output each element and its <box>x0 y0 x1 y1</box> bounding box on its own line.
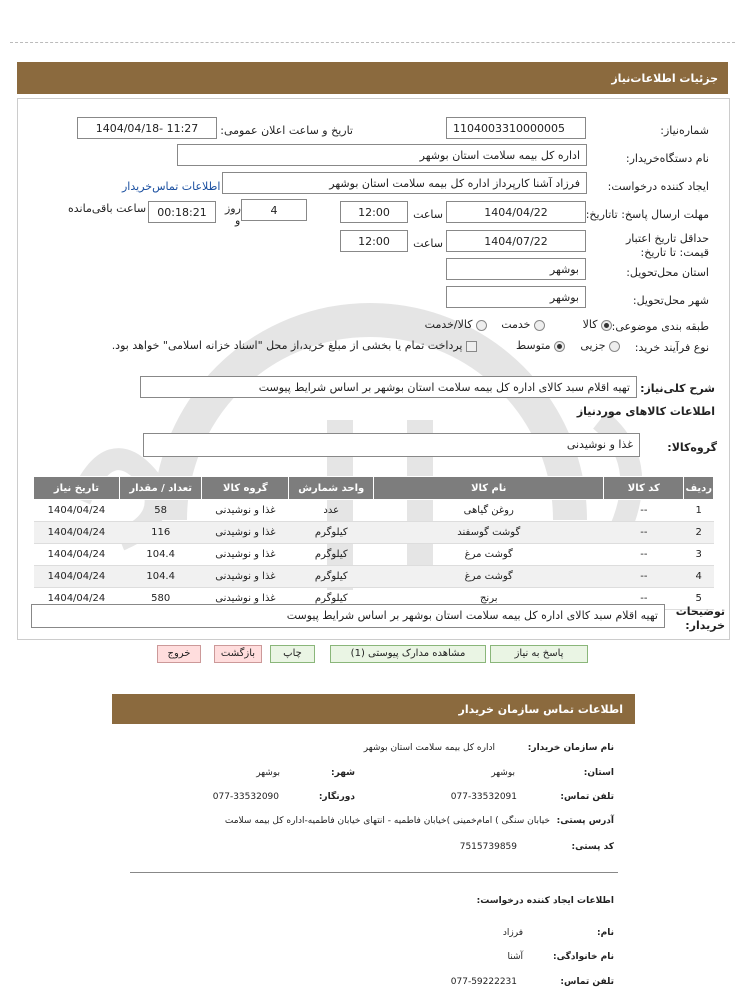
summary-label: شرح کلی‌نیاز: <box>640 382 715 395</box>
contact-address-label: آدرس پستی: <box>556 816 614 826</box>
radio-icon <box>554 341 565 352</box>
col-name: نام کالا <box>374 477 604 500</box>
category-option-both[interactable]: کالا/خدمت <box>425 318 487 331</box>
cell-name: گوشت مرغ <box>374 566 604 588</box>
creator-label: ایجاد کننده درخواست: <box>607 180 709 193</box>
col-code: کد کالا <box>604 477 684 500</box>
top-divider <box>10 42 735 43</box>
table-row[interactable] <box>34 566 714 588</box>
reply-button[interactable]: پاسخ به نیاز <box>490 645 588 663</box>
cell-name: گوشت گوسفند <box>374 522 604 544</box>
cell-qty: 580 <box>119 588 202 610</box>
contact-phone-value: 077-33532091 <box>450 792 517 802</box>
col-date: تاریخ نیاز <box>34 477 120 500</box>
days-label: روز <box>225 202 241 215</box>
cell-name: گوشت مرغ <box>374 544 604 566</box>
contact-province-value: بوشهر <box>491 768 515 778</box>
cell-unit: کیلوگرم <box>289 544 374 566</box>
cell-qty: 116 <box>119 522 202 544</box>
goods-group-label: گروه‌کالا: <box>667 441 717 454</box>
contact-province-label: استان: <box>583 768 614 778</box>
contact-address-value: خیابان سنگی ) امام‌خمینی )خیابان فاطمیه - انتهای خیابان فاطمیه-اداره کل بیمه سلامت <box>224 816 550 826</box>
contact-city-label: شهر: <box>331 768 355 778</box>
exit-button[interactable]: خروج <box>157 645 201 663</box>
cell-code: -- <box>604 566 684 588</box>
cell-unit: عدد <box>289 500 374 522</box>
creator-name-value: فرزاد <box>502 928 523 938</box>
cell-code: -- <box>604 588 684 610</box>
contact-phone-label: تلفن تماس: <box>560 792 614 802</box>
contact-postal-label: کد پستی: <box>571 842 614 852</box>
need-number-field[interactable]: 1104003310000005 <box>446 117 586 139</box>
print-button[interactable]: چاپ <box>270 645 315 663</box>
process-label: نوع فرآیند خرید: <box>634 341 709 354</box>
cell-group: غذا و نوشیدنی <box>202 588 289 610</box>
city-label: شهر محل‌تحویل: <box>632 294 709 307</box>
cell-row: 5 <box>684 588 714 610</box>
remaining-time-field[interactable]: 00:18:21 <box>148 201 216 223</box>
attachments-button[interactable]: مشاهده مدارک پیوستی (1) <box>330 645 486 663</box>
deadline-date-field[interactable]: 1404/04/22 <box>446 201 586 223</box>
creator-phone-label: تلفن تماس: <box>560 977 614 987</box>
creator-family-value: آشنا <box>507 952 523 962</box>
back-button[interactable]: بازگشت <box>214 645 262 663</box>
radio-icon <box>476 320 487 331</box>
process-option-medium[interactable]: متوسط <box>516 339 565 352</box>
cell-unit: کیلوگرم <box>289 566 374 588</box>
announce-field[interactable]: 1404/04/18- 11:27 <box>77 117 217 139</box>
cell-date: 1404/04/24 <box>34 544 120 566</box>
cell-unit: کیلوگرم <box>289 588 374 610</box>
details-title: جزئیات اطلاعات‌نیاز <box>611 72 718 85</box>
cell-code: -- <box>604 522 684 544</box>
deadline-time-label: ساعت <box>413 208 443 221</box>
validity-label: حداقل تاریخ اعتبار قیمت: تا تاریخ: <box>625 232 709 259</box>
creator-info-title: اطلاعات ایجاد کننده درخواست: <box>476 896 614 906</box>
province-label: استان محل‌تحویل: <box>626 266 709 279</box>
contact-title: اطلاعات تماس سازمان خریدار <box>458 703 623 716</box>
creator-family-label: نام خانوادگی: <box>552 952 614 962</box>
cell-name: برنج <box>374 588 604 610</box>
need-number-label: شماره‌نیاز: <box>660 124 709 137</box>
cell-row: 3 <box>684 544 714 566</box>
contact-fax-value: 077-33532090 <box>212 792 279 802</box>
treasury-payment-option[interactable]: پرداخت تمام یا بخشی از مبلغ خرید،از محل "اسناد خزانه اسلامی" خواهد بود. <box>112 339 477 352</box>
col-unit: واحد شمارش <box>289 477 374 500</box>
cell-qty: 104.4 <box>119 566 202 588</box>
goods-group-field[interactable]: غذا و نوشیدنی <box>143 433 640 457</box>
cell-code: -- <box>604 500 684 522</box>
validity-time-label: ساعت <box>413 237 443 250</box>
cell-code: -- <box>604 544 684 566</box>
validity-date-field[interactable]: 1404/07/22 <box>446 230 586 252</box>
creator-name-label: نام: <box>597 928 614 938</box>
contact-org-label: نام سازمان خریدار: <box>527 743 614 753</box>
deadline-label: مهلت ارسال پاسخ: تاتاریخ: <box>585 208 709 221</box>
cell-group: غذا و نوشیدنی <box>202 544 289 566</box>
cell-unit: کیلوگرم <box>289 522 374 544</box>
buyer-contact-link[interactable]: اطلاعات تماس‌خریدار <box>122 180 221 193</box>
radio-icon <box>601 320 612 331</box>
details-header <box>17 62 728 94</box>
remaining-label: ساعت باقی‌مانده <box>68 202 147 215</box>
cell-date: 1404/04/24 <box>34 588 120 610</box>
radio-icon <box>609 341 620 352</box>
cell-date: 1404/04/24 <box>34 500 120 522</box>
contact-header <box>112 694 635 724</box>
summary-field[interactable]: تهیه اقلام سبد کالای اداره کل بیمه سلامت استان بوشهر بر اساس شرایط پیوست <box>140 376 637 398</box>
checkbox-icon <box>466 341 477 352</box>
contact-fax-label: دورنگار: <box>318 792 355 802</box>
table-row[interactable] <box>34 500 714 522</box>
table-row[interactable] <box>34 544 714 566</box>
cell-date: 1404/04/24 <box>34 566 120 588</box>
contact-divider <box>130 872 618 873</box>
days-field[interactable]: 4 <box>241 199 307 221</box>
category-option-goods[interactable]: کالا <box>583 318 612 331</box>
cell-date: 1404/04/24 <box>34 522 120 544</box>
and-label: و <box>235 214 241 227</box>
contact-org-value: اداره کل بیمه سلامت استان بوشهر <box>363 743 495 753</box>
cell-group: غذا و نوشیدنی <box>202 566 289 588</box>
cell-row: 4 <box>684 566 714 588</box>
deadline-time-field[interactable]: 12:00 <box>340 201 408 223</box>
creator-phone-value: 077-59222231 <box>450 977 517 987</box>
cell-qty: 58 <box>119 500 202 522</box>
city-field[interactable]: بوشهر <box>446 286 586 308</box>
announce-label: تاریخ و ساعت اعلان عمومی: <box>220 124 353 137</box>
creator-field[interactable]: فرزاد آشنا کارپرداز اداره کل بیمه سلامت استان بوشهر <box>222 172 587 194</box>
table-row[interactable] <box>34 522 714 544</box>
cell-row: 2 <box>684 522 714 544</box>
validity-time-field[interactable]: 12:00 <box>340 230 408 252</box>
col-group: گروه کالا <box>202 477 289 500</box>
col-row: ردیف <box>684 477 714 500</box>
buyer-org-label: نام دستگاه‌خریدار: <box>625 152 709 165</box>
goods-table <box>33 476 714 610</box>
cell-row: 1 <box>684 500 714 522</box>
radio-icon <box>534 320 545 331</box>
buyer-notes-field[interactable]: تهیه اقلام سبد کالای اداره کل بیمه سلامت استان بوشهر بر اساس شرایط پیوست <box>31 604 665 628</box>
cell-group: غذا و نوشیدنی <box>202 500 289 522</box>
contact-city-value: بوشهر <box>256 768 280 778</box>
cell-qty: 104.4 <box>119 544 202 566</box>
process-option-minor[interactable]: جزیی <box>580 339 620 352</box>
province-field[interactable]: بوشهر <box>446 258 586 280</box>
col-qty: تعداد / مقدار <box>119 477 202 500</box>
cell-name: روغن گیاهی <box>374 500 604 522</box>
cell-group: غذا و نوشیدنی <box>202 522 289 544</box>
category-label: طبقه بندی موضوعی: <box>611 320 709 333</box>
contact-postal-value: 7515739859 <box>459 842 517 852</box>
category-option-service[interactable]: خدمت <box>501 318 545 331</box>
goods-info-label: اطلاعات کالاهای موردنیاز <box>576 405 715 418</box>
table-header-row <box>34 477 714 500</box>
buyer-notes-label: توضیحات خریدار: <box>675 605 725 632</box>
buyer-org-field[interactable]: اداره کل بیمه سلامت استان بوشهر <box>177 144 587 166</box>
